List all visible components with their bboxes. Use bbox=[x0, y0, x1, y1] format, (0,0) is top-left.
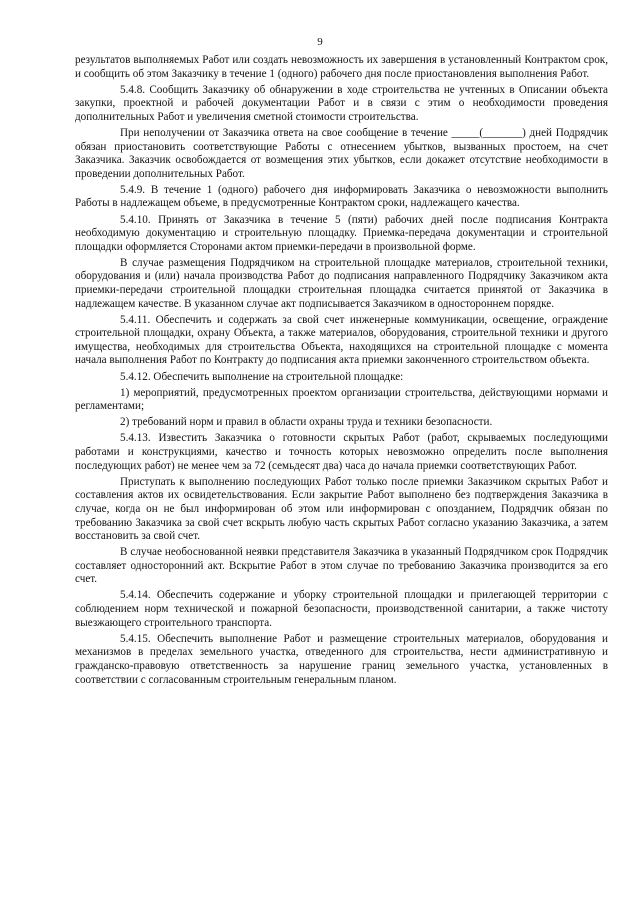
clause-5-4-15: 5.4.15. Обеспечить выполнение Работ и размещение строительных материалов, оборудования и механизмов в пределах земельного участка, отведенного для строительства, нести административную и гражданско-правовую ответственность за нарушение границ земельного участка, установленных в соответствии с согласованным строительным генеральным планом. bbox=[75, 632, 608, 686]
paragraph-no-show: В случае необоснованной неявки представителя Заказчика в указанный Подрядчиком срок Подрядчик составляет односторонний акт. Вскрытие Работ в этом случае по требованию Заказчика производится за его счет. bbox=[75, 546, 608, 586]
paragraph-site-placement: В случае размещения Подрядчиком на строительной площадке материалов, строительной техники, оборудования и (или) начала производства Работ до подписания направленного Подрядчику Заказчиком акта приемки-передачи строительной площадки строительная площадка считается принятой от Заказчика в надлежащем качестве. В указанном случае акт подписывается Заказчиком в одностороннем порядке. bbox=[75, 256, 608, 310]
document-body bbox=[75, 54, 608, 690]
clause-5-4-9: 5.4.9. В течение 1 (одного) рабочего дня информировать Заказчика о невозможности выполнить Работы в надлежащем объеме, в предусмотренные Контрактом сроки, надлежащего качества. bbox=[75, 183, 608, 210]
clause-5-4-8: 5.4.8. Сообщить Заказчику об обнаружении в ходе строительства не учтенных в Описании объекта закупки, проектной и рабочей документации Работ и в связи с этим о необходимости проведения дополнительных Работ и увеличения сметной стоимости строительства. bbox=[75, 83, 608, 123]
clause-5-4-11: 5.4.11. Обеспечить и содержать за свой счет инженерные коммуникации, освещение, ограждение строительной площадки, охрану Объекта, а также материалов, оборудования, строительной техники и другого имущества, необходимых для строительства Объекта, находящихся на строительной площадке с момента начала выполнения Работ по Контракту до подписания акта приемки законченного строительством объекта. bbox=[75, 313, 608, 367]
clause-5-4-12: 5.4.12. Обеспечить выполнение на строительной площадке: bbox=[120, 370, 404, 383]
paragraph-continuation: результатов выполняемых Работ или создать невозможность их завершения в установленный Контрактом срок, и сообщить об этом Заказчику в течение 1 (одного) рабочего дня после приостановления выполнения Работ. bbox=[75, 54, 608, 80]
clause-5-4-14: 5.4.14. Обеспечить содержание и уборку строительной площадки и прилегающей территории с соблюдением норм технической и пожарной безопасности, производственной санитарии, а также чистоту выезжающего строительного транспорта. bbox=[75, 589, 608, 629]
clause-5-4-10: 5.4.10. Принять от Заказчика в течение 5 (пяти) рабочих дней после подписания Контракта необходимую документацию и строительную площадку. Приемка-передача документации и строительной площадки оформляется Сторонами актом приемки-передачи в произвольной форме. bbox=[75, 213, 608, 253]
page-number: 9 bbox=[317, 36, 323, 48]
paragraph-no-response: При неполучении от Заказчика ответа на свое сообщение в течение _____(_______) дней Подрядчик обязан приостановить соответствующие Работы с отнесением убытков, вызванных простоем, на счет Заказчика. Заказчик освобождается от возмещения этих убытков, если докажет отсутствие необходимости в проведении дополнительных Работ. bbox=[75, 126, 608, 180]
clause-5-4-13: 5.4.13. Известить Заказчика о готовности скрытых Работ (работ, скрываемых последующими работами и конструкциями, качество и точность которых невозможно определить после выполнения последующих работ) не менее чем за 72 (семьдесят два) часа до начала приемки соответствующих Работ. bbox=[75, 432, 608, 472]
paragraph-hidden-works: Приступать к выполнению последующих Работ только после приемки Заказчиком скрытых Работ и составления актов их освидетельствования. Если закрытие Работ выполнено без подтверждения Заказчика в случае, когда он не был информирован об этом или информирован с опозданием, Подрядчик обязан по требованию Заказчика за свой счет вскрыть любую часть скрытых Работ согласно указанию Заказчика, а затем восстановить за свой счет. bbox=[75, 475, 608, 543]
list-item-1: 1) мероприятий, предусмотренных проектом организации строительства, действующими нормами и регламентами; bbox=[75, 386, 608, 413]
list-item-2: 2) требований норм и правил в области охраны труда и техники безопасности. bbox=[120, 416, 493, 429]
